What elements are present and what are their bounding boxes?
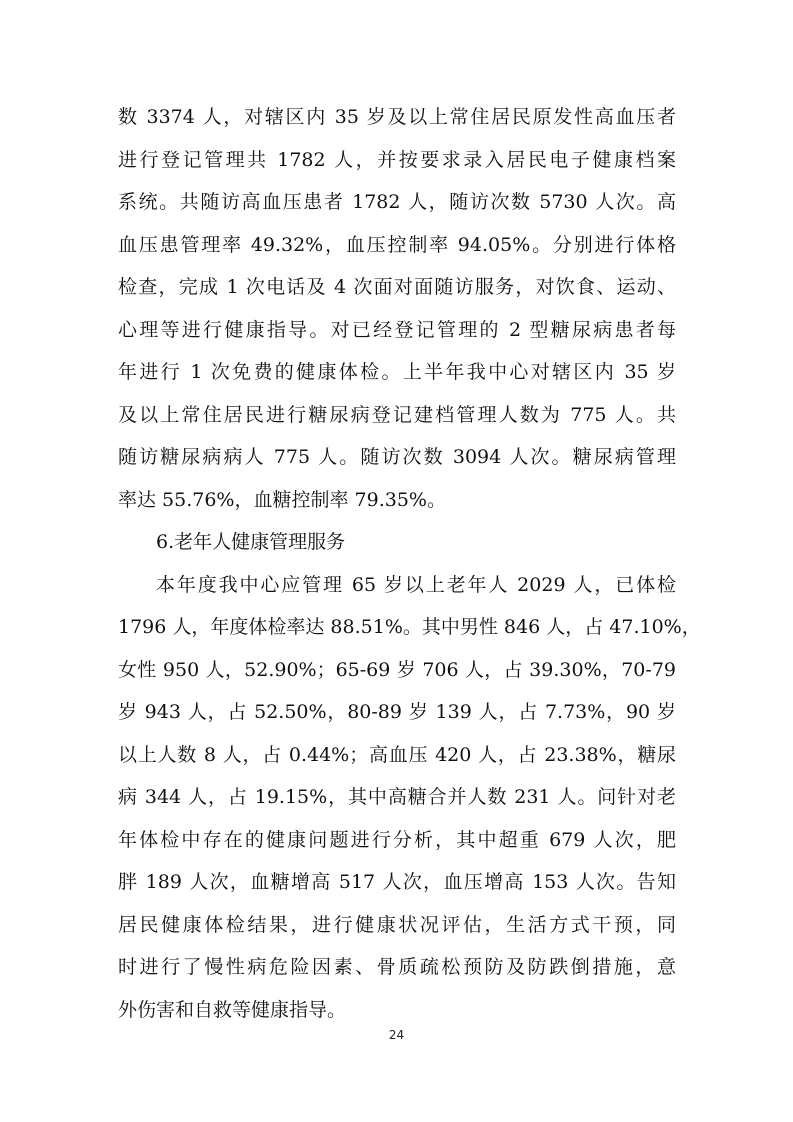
text-line: 进行登记管理共 1782 人，并按要求录入居民电子健康档案 bbox=[118, 148, 676, 171]
text-line: 系统。共随访高血压患者 1782 人，随访次数 5730 人次。高 bbox=[118, 191, 676, 213]
paragraph-hypertension-diabetes bbox=[118, 96, 676, 521]
text-line: 时进行了慢性病危险因素、骨质疏松预防及防跌倒措施，意 bbox=[118, 956, 676, 978]
text-line: 女性 950 人，52.90%；65-69 岁 706 人，占 39.30%，70-79 bbox=[118, 658, 676, 681]
text-line: 血压患管理率 49.32%，血压控制率 94.05%。分别进行体格 bbox=[118, 233, 676, 256]
section-heading: 6.老年人健康管理服务 bbox=[156, 531, 346, 553]
text-line: 岁 943 人，占 52.50%，80-89 岁 139 人，占 7.73%，90 岁 bbox=[118, 701, 676, 723]
text-line: 外伤害和自救等健康指导。 bbox=[118, 998, 347, 1021]
text-line: 1796 人，年度体检率达 88.51%。其中男性 846 人，占 47.10%， bbox=[118, 616, 701, 638]
text-line: 及以上常住居民进行糖尿病登记建档管理人数为 775 人。共 bbox=[118, 403, 676, 426]
paragraph-elderly-health bbox=[118, 564, 701, 1032]
text-line: 年体检中存在的健康问题进行分析，其中超重 679 人次，肥 bbox=[118, 828, 676, 851]
text-line: 检查，完成 1 次电话及 4 次面对面随访服务，对饮食、运动、 bbox=[118, 276, 676, 298]
text-line: 居民健康体检结果，进行健康状况评估，生活方式干预，同 bbox=[118, 913, 676, 936]
text-line: 以上人数 8 人，占 0.44%；高血压 420 人，占 23.38%，糖尿 bbox=[118, 743, 676, 766]
text-line: 率达 55.76%，血糖控制率 79.35%。 bbox=[118, 488, 446, 511]
text-line: 心理等进行健康指导。对已经登记管理的 2 型糖尿病患者每 bbox=[118, 318, 676, 341]
text-line: 年进行 1 次免费的健康体检。上半年我中心对辖区内 35 岁 bbox=[118, 361, 676, 383]
document-body bbox=[118, 96, 701, 1031]
text-line: 胖 189 人次，血糖增高 517 人次，血压增高 153 人次。告知 bbox=[118, 871, 676, 893]
text-line: 数 3374 人，对辖区内 35 岁及以上常住居民原发性高血压者 bbox=[118, 106, 676, 128]
text-line: 本年度我中心应管理 65 岁以上老年人 2029 人，已体检 bbox=[156, 573, 676, 596]
text-line: 病 344 人，占 19.15%，其中高糖合并人数 231 人。问针对老 bbox=[118, 786, 676, 808]
page-number: 24 bbox=[388, 1028, 405, 1042]
text-line: 随访糖尿病病人 775 人。随访次数 3094 人次。糖尿病管理 bbox=[118, 446, 676, 468]
